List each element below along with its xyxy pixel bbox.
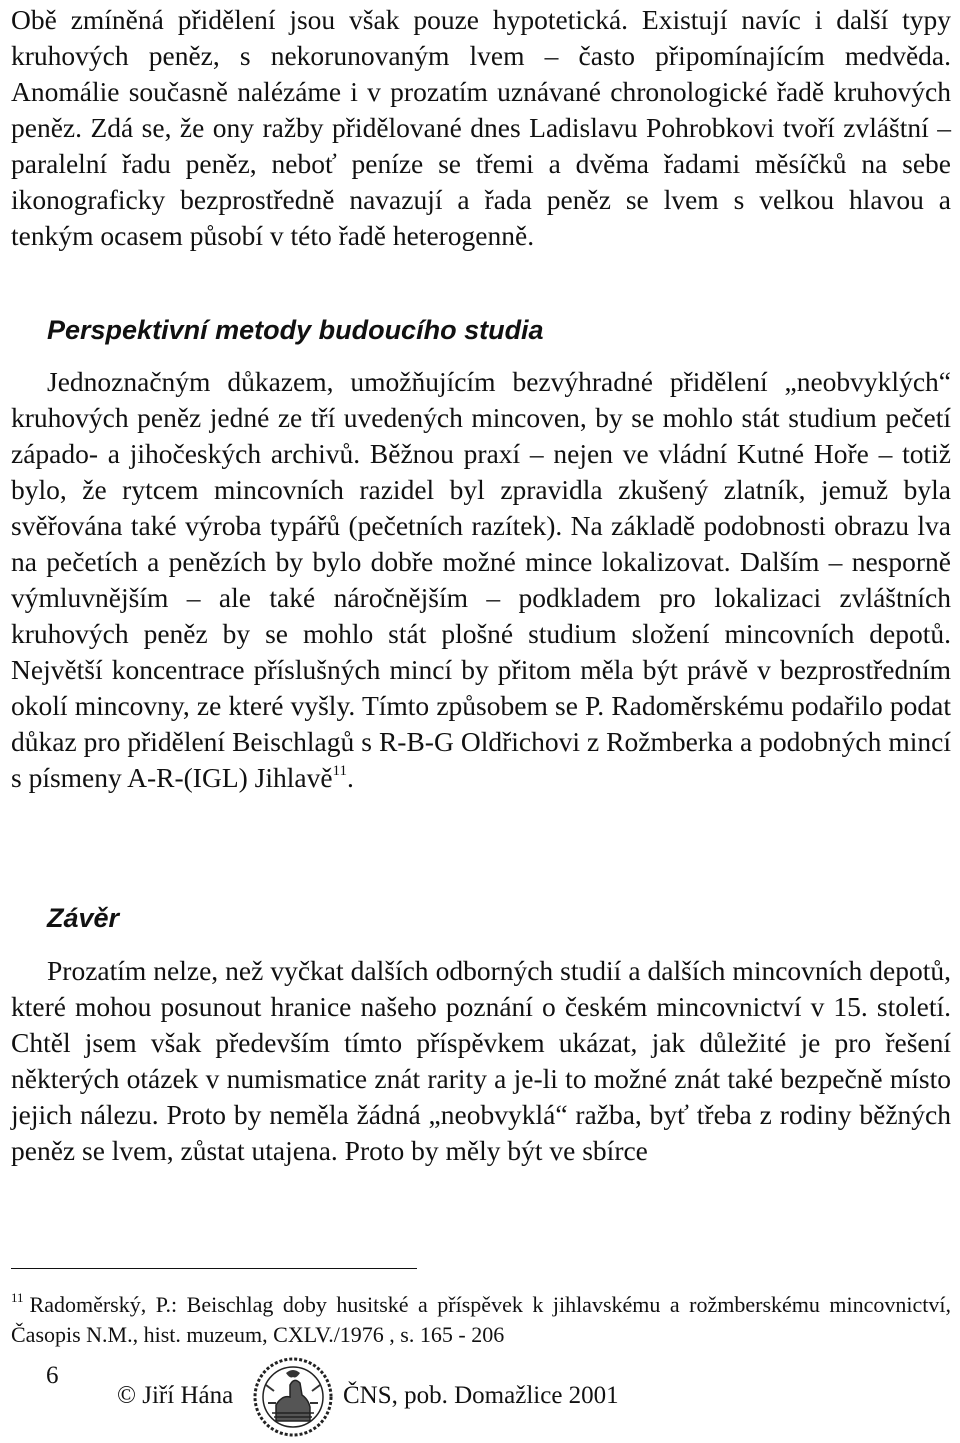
footnote-number: 11 xyxy=(11,1290,24,1305)
section-heading-conclusion: Závěr xyxy=(47,903,120,933)
intro-paragraph: Obě zmíněná přidělení jsou však pouze hypotetická. Existují navíc i další typy kruhových peněz, s nekorunovaným lvem – často připomínajícím medvěda. Anomálie současně nalézáme i v prozatím uznávané chronologické řadě kruhových peněz. Zdá se, že ony ražby přidělované dnes Ladislavu Pohrobkovi tvoří zvláštní – paralelní řadu peněz, neboť peníze se třemi a dvěma řadami měsíčků na sebe ikonograficky bezprostředně navazují a řada peněz se lvem s velkou hlavou a tenkým ocasem působí v této řadě heterogenně. xyxy=(11,4,951,251)
conclusion-paragraph: Prozatím nelze, než vyčkat dalších odborných studií a dalších mincovních depotů, které mohou posunout hranice našeho poznání o českém mincovnictví v 15. století. Chtěl jsem však především tímto příspěvkem ukázat, jak důležité je pro řešení některých otázek v numismatice znát rarity a je-li to možné znát také bezpečně místo jejich nálezu. Proto by neměla žádná „neobvyklá“ ražba, byť třeba z rodiny běžných peněz se lvem, zůstat utajena. Proto by měly být ve sbírce xyxy=(11,955,951,1166)
seal-emblem-icon xyxy=(246,1355,340,1439)
methods-text: Jednoznačným důkazem, umožňujícím bezvýhradné přidělení „neobvyklých“ kruhových peněz jedné ze tří uvedených mincoven, by se mohlo stát studium pečetí západo- a jihočeských archivů. Běžnou praxí – nejen ve vládní Kutné Hoře – totiž bylo, že rytcem mincovních razidel byl zpravidla zkušený zlatník, jemuž byla svěřována také výroba typářů (pečetních razítek). Na základě podobnosti obrazu lva na pečetích a penězích by bylo dobře možné mince lokalizovat. Dalším – nesporně výmluvnějším – ale také náročnějším – podkladem pro lokalizaci zvláštních kruhových peněz by se mohlo stát plošné studium složení mincovních depotů. Největší koncentrace příslušných mincí by přitom měla být právě v bezprostředním okolí mincovny, ze které vyšly. Tímto způsobem se P. Radoměrskému podařilo podat důkaz pro přidělení Beischlagů s R-B-G Oldřichovi z Rožmberka a podobných mincí s písmeny A-R-(IGL) Jihlavě xyxy=(11,366,951,793)
methods-text-end: . xyxy=(347,762,354,793)
copyright-text: © Jiří Hána xyxy=(117,1382,234,1409)
footnote-separator xyxy=(11,1268,417,1269)
section-heading-methods: Perspektivní metody budoucího studia xyxy=(47,315,544,345)
footnote-reference: 11 xyxy=(332,763,347,779)
methods-paragraph xyxy=(11,364,951,796)
footnote-text: Radoměrský, P.: Beischlag doby husitské a příspěvek k jihlavskému a rožmberskému mincovnictví, Časopis N.M., hist. muzeum, CXLV./1976 , s. 165 - 206 xyxy=(11,1292,951,1347)
page-number: 6 xyxy=(46,1362,59,1389)
footnote xyxy=(11,1290,951,1350)
publisher-text: ČNS, pob. Domažlice 2001 xyxy=(343,1382,619,1409)
